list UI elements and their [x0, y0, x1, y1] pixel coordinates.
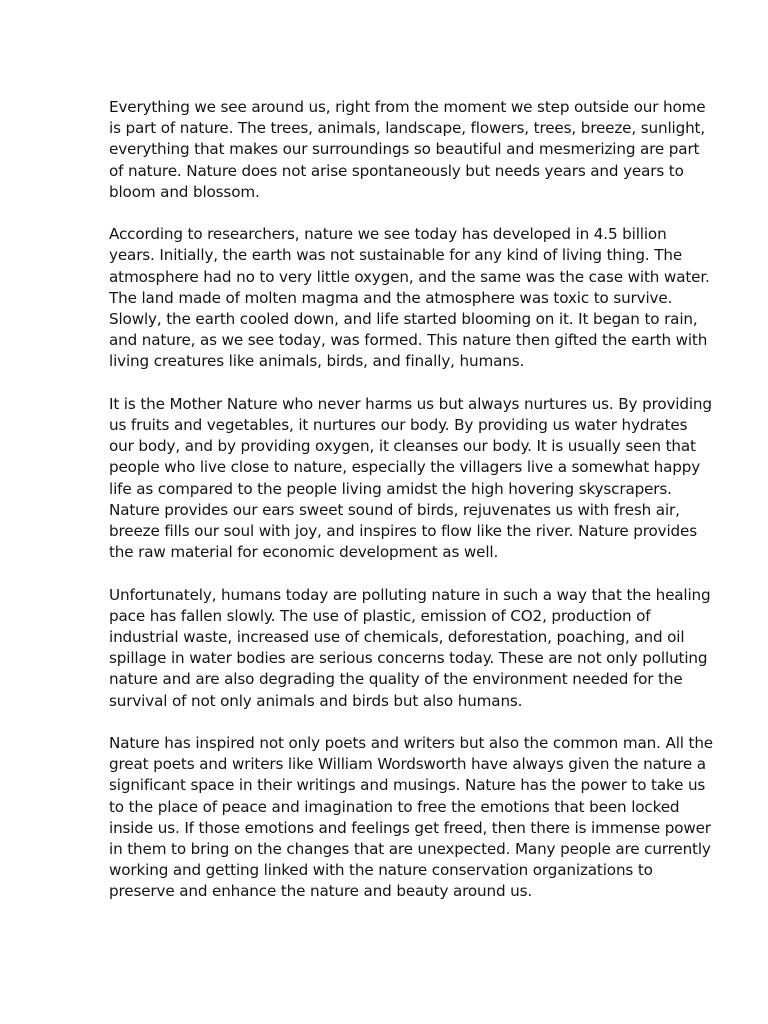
paragraph-3: It is the Mother Nature who never harms us but always nurtures us. By providing us fruits and vegetables, it nurtures our body. By providing us water hydrates our body, and by providing oxygen, it cleanses our body. It is usually seen that people who live close to nature, especially the villagers live a somewhat happy life as compared to the people living amidst the high hovering skyscrapers. Nature provides our ears sweet sound of birds, rejuvenates us with fresh air, breeze fills our soul with joy, and inspires to flow like the river. Nature provides the raw material for economic development as well.: [109, 394, 712, 562]
paragraph-1: Everything we see around us, right from the moment we step outside our home is part of nature. The trees, animals, landscape, flowers, trees, breeze, sunlight, everything that makes our surroundings so beautiful and mesmerizing are part of nature. Nature does not arise spontaneously but needs years and years to bloom and blossom.: [109, 98, 706, 201]
essay-body: [109, 97, 713, 924]
paragraph-4: Unfortunately, humans today are polluting nature in such a way that the healing pace has fallen slowly. The use of plastic, emission of CO2, production of industrial waste, increased use of chemicals, deforestation, poaching, and oil spillage in water bodies are serious concerns today. These are not only polluting nature and are also degrading the quality of the environment needed for the survival of not only animals and birds but also humans.: [109, 585, 711, 710]
paragraph-5: Nature has inspired not only poets and writers but also the common man. All the great poets and writers like William Wordsworth have always given the nature a significant space in their writings and musings. Nature has the power to take us to the place of peace and imagination to free the emotions that been locked inside us. If those emotions and feelings get freed, then there is immense power in them to bring on the changes that are unexpected. Many people are currently working and getting linked with the nature conservation organizations to preserve and enhance the nature and beauty around us.: [109, 734, 713, 901]
paragraph-2: According to researchers, nature we see today has developed in 4.5 billion years. Initially, the earth was not sustainable for any kind of living thing. The atmosphere had no to very little oxygen, and the same was the case with water. The land made of molten magma and the atmosphere was toxic to survive. Slowly, the earth cooled down, and life started blooming on it. It began to rain, and nature, as we see today, was formed. This nature then gifted the earth with living creatures like animals, birds, and finally, humans.: [109, 225, 710, 371]
